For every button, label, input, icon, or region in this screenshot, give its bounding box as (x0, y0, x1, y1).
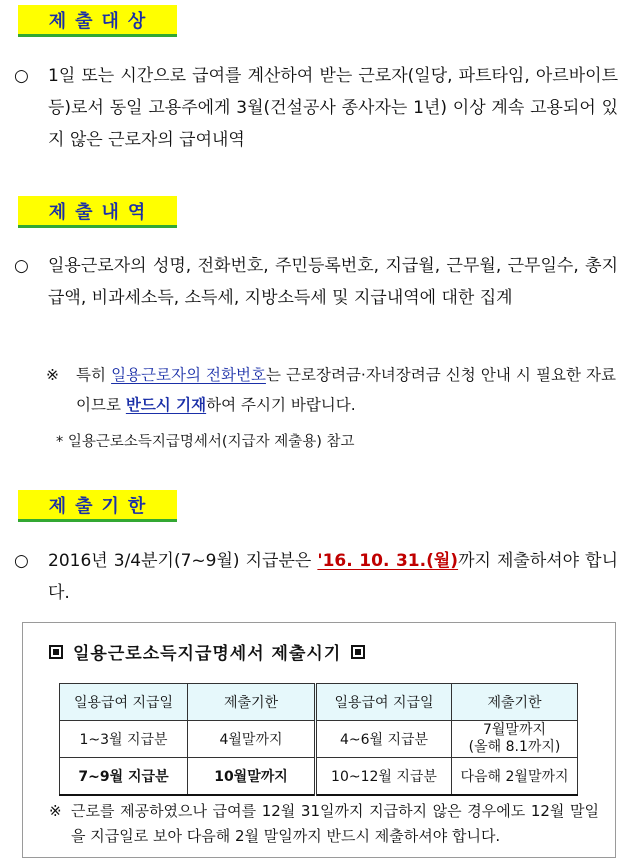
section-title-target: 제출대상 (18, 5, 177, 37)
header-deadline: 제출기한 (452, 684, 578, 721)
deadline-date: '16. 10. 31.(월) (317, 551, 459, 571)
due-date-current: 10월말까지 (188, 758, 316, 796)
pay-period: 1~3월 지급분 (60, 721, 188, 758)
due-date-line: 7월말까지 (482, 722, 546, 738)
pay-period: 10~12월 지급분 (316, 758, 452, 796)
bullet-circle: ○ (14, 551, 29, 571)
schedule-table (59, 683, 578, 796)
submission-schedule-box (22, 622, 616, 858)
section-title-deadline: 제출기한 (18, 490, 177, 522)
box-note (49, 799, 599, 849)
note-mid: 는 근로장려금·자녀장려금 신청 안내 시 필요한 자료이므로 (76, 366, 616, 414)
table-row (60, 721, 578, 758)
target-text: 1일 또는 시간으로 급여를 계산하여 받는 근로자(일당, 파트타임, 아르바이트 등)로서 동일 고용주에게 3월(건설공사 종사자는 1년) 이상 계속 고용되어 있지 않은 근로자의 급여내역 (48, 66, 618, 150)
header-pay-date: 일용급여 지급일 (60, 684, 188, 721)
target-paragraph (14, 60, 618, 156)
phone-note (46, 360, 616, 420)
pay-period-current: 7~9월 지급분 (60, 758, 188, 796)
reference-note (56, 428, 355, 456)
must-fill-emphasis: 반드시 기재 (125, 396, 207, 414)
header-pay-date: 일용급여 지급일 (316, 684, 452, 721)
phone-number-link-text: 일용근로자의 전화번호 (111, 366, 266, 384)
bullet-circle: ○ (14, 256, 29, 276)
box-title-text: 일용근로소득지급명세서 제출시기 (73, 644, 342, 664)
note-post: 하여 주시기 바랍니다. (206, 396, 356, 414)
contents-text: 일용근로자의 성명, 전화번호, 주민등록번호, 지급월, 근무월, 근무일수, 총지급액, 비과세소득, 소득세, 지방소득세 및 지급내역에 대한 집계 (48, 256, 618, 308)
box-title (49, 639, 365, 664)
due-date-extension: (올해 8.1까지) (468, 739, 561, 755)
deadline-paragraph (14, 545, 618, 609)
due-date: 다음해 2월말까지 (452, 758, 578, 796)
deadline-text-pre: 2016년 3/4분기(7~9월) 지급분은 (48, 551, 312, 571)
due-date (452, 721, 578, 758)
due-date: 4월말까지 (188, 721, 316, 758)
note-mark: ※ (46, 366, 59, 384)
ref-mark: * (56, 434, 64, 450)
header-deadline: 제출기한 (188, 684, 316, 721)
square-bullet-icon (49, 645, 63, 659)
box-note-text: 근로를 제공하였으나 급여를 12월 31일까지 지급하지 않은 경우에도 12월 말일을 지급일로 보아 다음해 2월 말일까지 반드시 제출하셔야 합니다. (71, 802, 599, 845)
note-pre: 특히 (76, 366, 106, 384)
table-header-row (60, 684, 578, 721)
contents-paragraph (14, 250, 618, 314)
deadline-text-post: 까지 제출하셔야 합니다. (48, 551, 619, 603)
bullet-circle: ○ (14, 66, 29, 86)
table-row (60, 758, 578, 796)
box-note-mark: ※ (49, 802, 62, 820)
square-bullet-icon (351, 645, 365, 659)
ref-text: 일용근로소득지급명세서(지급자 제출용) 참고 (67, 434, 355, 450)
section-title-contents: 제출내역 (18, 196, 177, 228)
pay-period: 4~6월 지급분 (316, 721, 452, 758)
